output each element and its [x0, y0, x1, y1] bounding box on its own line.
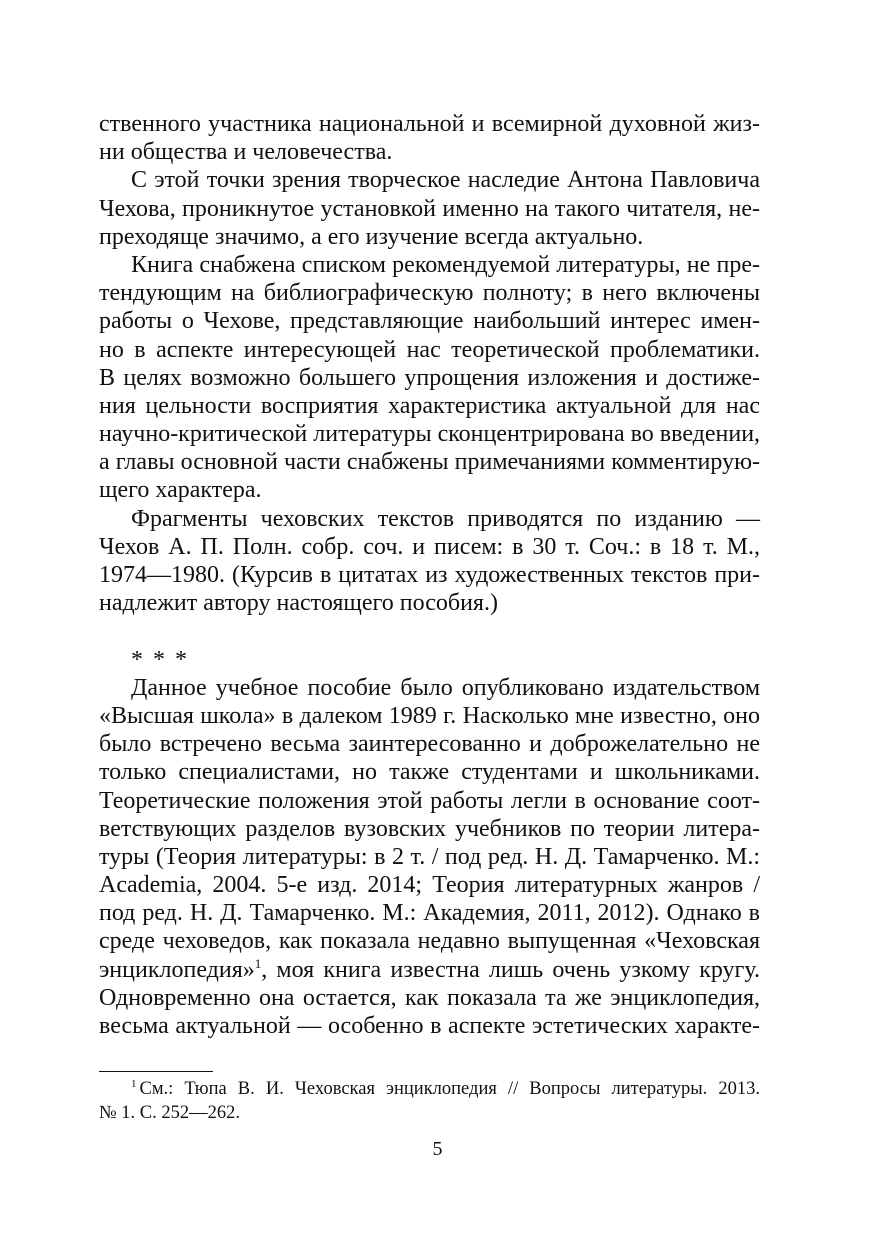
- blank-line: [99, 617, 760, 645]
- text-line: было встречено весьма заинтересованно и доброжелательно не: [99, 731, 760, 758]
- text-line: Книга снабжена списком рекомендуемой литературы, не пре-: [131, 251, 760, 278]
- text-line: но в аспекте интересующей нас теоретической проблематики.: [99, 336, 760, 363]
- text-line: туры (Теория литературы: в 2 т. / под ред. Н. Д. Тамарченко. М.:: [99, 843, 760, 870]
- text-line: Academia, 2004. 5-е изд. 2014; Теория литературных жанров /: [99, 872, 760, 899]
- text-line: тендующим на библиографическую полноту; в него включены: [99, 280, 760, 307]
- text-line: только специалистами, но также студентами и школьниками.: [99, 759, 760, 786]
- text-line: а главы основной части снабжены примечаниями комментирую-: [99, 449, 760, 476]
- text-line: работы о Чехове, представляющие наибольший интерес имен-: [99, 308, 760, 335]
- text-line: преходяще значимо, а его изучение всегда актуально.: [99, 223, 644, 250]
- text-fragment: , моя книга известна лишь очень узкому кругу.: [261, 956, 760, 983]
- text-line: ни общества и человечества.: [99, 139, 393, 166]
- text-line: «Высшая школа» в далеком 1989 г. Насколько мне известно, оно: [99, 702, 760, 729]
- text-line: С этой точки зрения творческое наследие Антона Павловича: [131, 167, 760, 194]
- section-divider: * * *: [131, 646, 189, 673]
- footnote: [99, 1077, 760, 1125]
- text-line: 1974—1980. (Курсив в цитатах из художественных текстов при-: [99, 562, 760, 588]
- text-line: [99, 956, 760, 984]
- text-line: Чехов А. П. Полн. собр. соч. и писем: в 30 т. Соч.: в 18 т. М.,: [99, 533, 760, 560]
- text-line: щего характера.: [99, 477, 262, 504]
- footnote-reference: 1: [254, 955, 262, 971]
- text-fragment: энциклопедия»: [99, 956, 255, 983]
- page-number: 5: [432, 1138, 443, 1160]
- text-line: Чехова, проникнутое установкой именно на такого читателя, не-: [99, 195, 760, 222]
- text-line: В целях возможно большего упрощения изложения и достиже-: [99, 364, 760, 391]
- text-line: Данное учебное пособие было опубликовано издательством: [131, 674, 760, 701]
- text-line: ния цельности восприятия характеристика актуальной для нас: [99, 392, 760, 419]
- text-line: Фрагменты чеховских текстов приводятся по изданию —: [131, 505, 760, 532]
- main-text: [99, 110, 760, 1040]
- footnote-text: См.: Тюпа В. И. Чеховская энциклопедия // Вопросы литературы. 2013.: [139, 1079, 760, 1099]
- text-line: весьма актуальной — особенно в аспекте эстетических характе-: [99, 1013, 760, 1039]
- text-line: ветствующих разделов вузовских учебников по теории литера-: [99, 815, 760, 842]
- text-line: под ред. Н. Д. Тамарченко. М.: Академия, 2011, 2012). Однако в: [99, 900, 760, 927]
- text-line: научно-критической литературы сконцентрирована во введении,: [99, 421, 761, 448]
- footnote-line: № 1. С. 252—262.: [99, 1103, 240, 1123]
- text-line: ственного участника национальной и всемирной духовной жиз-: [99, 111, 760, 137]
- footnote-number: 1: [131, 1078, 137, 1090]
- text-line: Одновременно она остается, как показала та же энциклопедия,: [99, 984, 760, 1011]
- text-line: среде чеховедов, как показала недавно выпущенная «Чеховская: [99, 928, 760, 955]
- footnote-separator: [99, 1071, 213, 1072]
- footnote-line: [99, 1077, 760, 1101]
- text-line: надлежит автору настоящего пособия.): [99, 590, 498, 617]
- text-line: Теоретические положения этой работы легли в основание соот-: [99, 787, 760, 814]
